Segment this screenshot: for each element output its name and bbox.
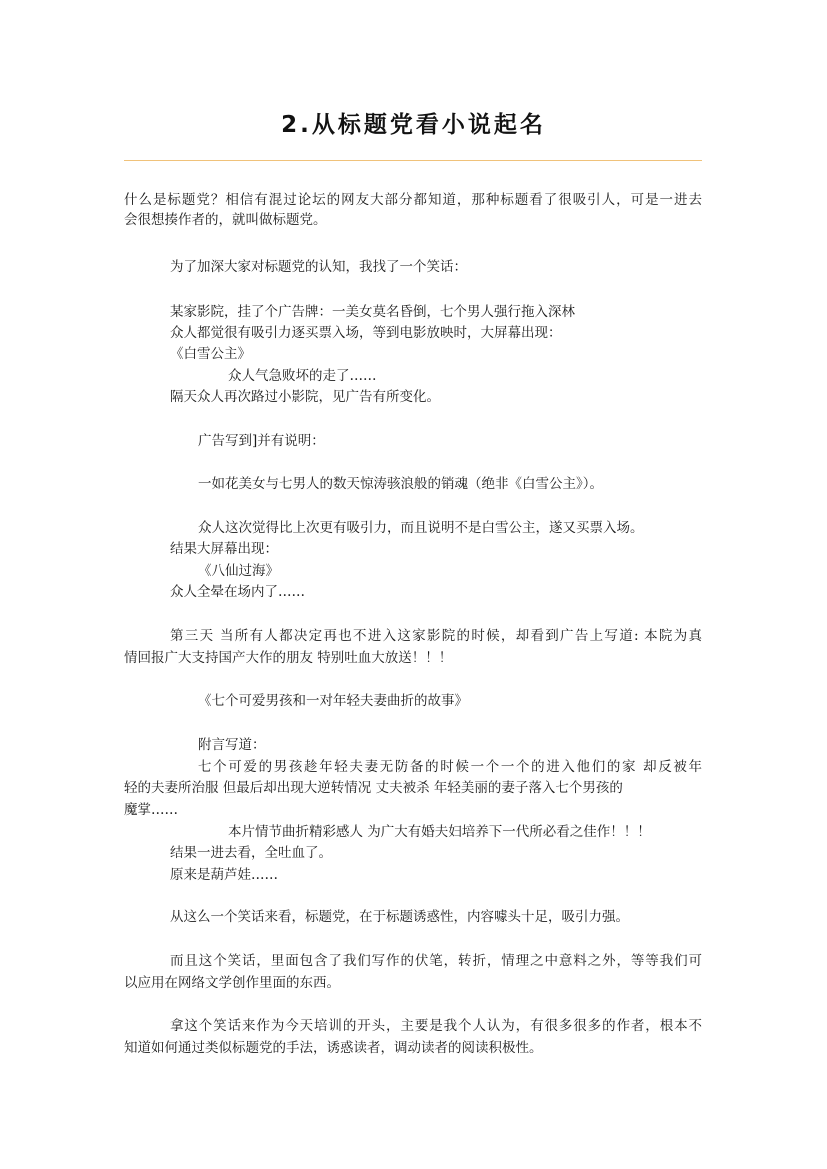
text-line: 众人气急败坏的走了…… bbox=[228, 368, 377, 384]
text-line: 什么是标题党？相信有混过论坛的网友大部分都知道，那种标题看了很吸引人，可是一进去 bbox=[124, 192, 702, 208]
text-line: 七个可爱的男孩趁年轻夫妻无防备的时候一个一个的进入他们的家 却反被年 bbox=[198, 759, 702, 775]
text-line: 为了加深大家对标题党的认知，我找了一个笑话： bbox=[170, 259, 467, 275]
text-line: 情回报广大支持国产大作的朋友 特别吐血大放送！！！ bbox=[124, 650, 453, 666]
text-line: 《七个可爱男孩和一对年轻夫妻曲折的故事》 bbox=[198, 693, 468, 709]
text-line: 《八仙过海》 bbox=[198, 563, 279, 579]
text-line: 一如花美女与七男人的数天惊涛骇浪般的销魂（绝非《白雪公主》）。 bbox=[198, 476, 603, 492]
text-line: 《白雪公主》 bbox=[170, 346, 251, 362]
text-line: 会很想揍作者的，就叫做标题党。 bbox=[124, 212, 327, 228]
text-line: 众人这次觉得比上次更有吸引力，而且说明不是白雪公主，遂又买票入场。 bbox=[198, 520, 644, 536]
text-line: 拿这个笑话来作为今天培训的开头，主要是我个人认为，有很多很多的作者，根本不 bbox=[170, 1018, 702, 1034]
text-line: 众人都觉很有吸引力逐买票入场，等到电影放映时，大屏幕出现： bbox=[170, 325, 562, 341]
text-line: 附言写道： bbox=[198, 737, 266, 753]
text-line: 第三天 当所有人都决定再也不进入这家影院的时候，却看到广告上写道: 本院为真 bbox=[170, 628, 702, 644]
page-title: 2.从标题党看小说起名 bbox=[281, 112, 546, 138]
text-line: 魔掌…… bbox=[124, 802, 178, 818]
text-line: 结果一进去看，全吐血了。 bbox=[170, 845, 332, 861]
text-line: 众人全晕在场内了…… bbox=[170, 584, 305, 600]
text-line: 隔天众人再次路过小影院，见广告有所变化。 bbox=[170, 389, 440, 405]
text-line: 而且这个笑话，里面包含了我们写作的伏笔，转折，情理之中意料之外，等等我们可 bbox=[170, 953, 702, 969]
text-line: 原来是葫芦娃…… bbox=[170, 867, 278, 883]
title-divider bbox=[124, 160, 702, 161]
text-line: 某家影院，挂了个广告牌：一美女莫名昏倒，七个男人强行拖入深林 bbox=[170, 304, 575, 320]
text-line: 知道如何通过类似标题党的手法，诱惑读者，调动读者的阅读积极性。 bbox=[124, 1040, 543, 1056]
text-line: 以应用在网络文学创作里面的东西。 bbox=[124, 975, 340, 991]
text-line: 轻的夫妻所治服 但最后却出现大逆转情况 丈夫被杀 年轻美丽的妻子落入七个男孩的 bbox=[124, 780, 623, 796]
text-line: 本片情节曲折精彩感人 为广大有婚夫妇培养下一代所必看之佳作！！！ bbox=[228, 824, 651, 840]
text-line: 广告写到]并有说明： bbox=[198, 433, 325, 449]
text-line: 从这么一个笑话来看，标题党，在于标题诱惑性，内容噱头十足，吸引力强。 bbox=[170, 909, 629, 925]
text-line: 结果大屏幕出现： bbox=[170, 541, 278, 557]
